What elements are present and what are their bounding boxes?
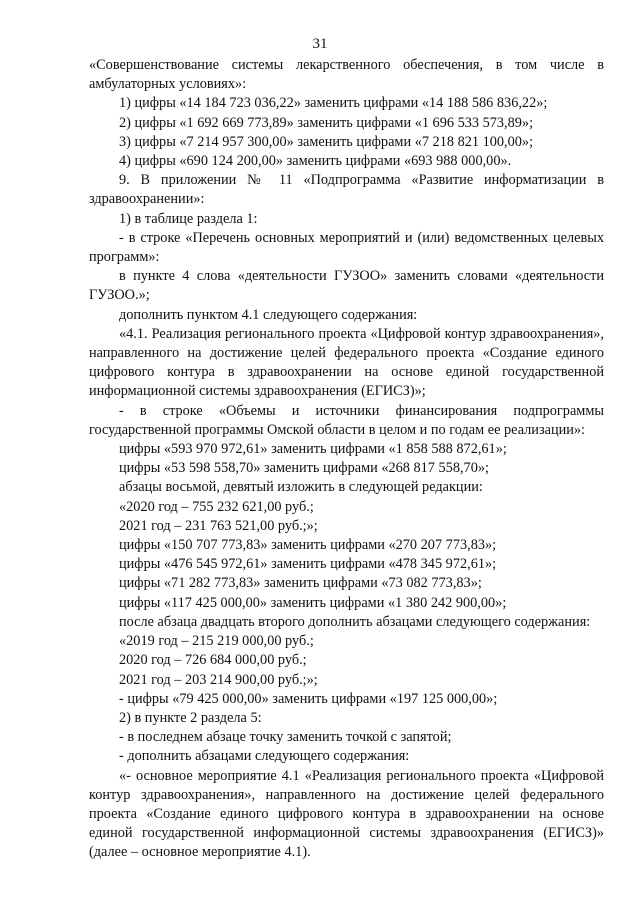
paragraph: - цифры «79 425 000,00» заменить цифрами «197 125 000,00»; <box>119 690 498 707</box>
paragraph: 2021 год – 231 763 521,00 руб.;»; <box>119 517 318 534</box>
paragraph: 2) в пункте 2 раздела 5: <box>119 709 262 726</box>
paragraph: «- основное мероприятие 4.1 «Реализация регионального проекта «Цифровой контур здравоохранения», направленного на достижение целей федерального проекта «Создание единого цифрового контура в здравоохранении на основе единой государственной информационной системы здравоохранения (ЕГИСЗ)» (далее – основное мероприятие 4.1). <box>89 767 604 861</box>
paragraph: после абзаца двадцать второго дополнить абзацами следующего содержания: <box>119 613 591 630</box>
paragraph: «4.1. Реализация регионального проекта «Цифровой контур здравоохранения», направленного на достижение целей федерального проекта «Создание единого цифрового контура в здравоохранении на основе единой государственной информационной системы здравоохранения (ЕГИСЗ)»; <box>89 325 604 400</box>
paragraph: «2020 год – 755 232 621,00 руб.; <box>119 498 314 515</box>
paragraph: абзацы восьмой, девятый изложить в следующей редакции: <box>119 479 483 496</box>
paragraph: - в строке «Объемы и источники финансирования подпрограммы государственной программы Омской области в целом и по годам ее реализации»: <box>89 402 604 438</box>
paragraph: 2021 год – 203 214 900,00 руб.;»; <box>119 671 318 688</box>
paragraph: цифры «71 282 773,83» заменить цифрами «73 082 773,83»; <box>119 575 482 592</box>
paragraph: «Совершенствование системы лекарственного обеспечения, в том числе в амбулаторных условиях»: <box>89 57 604 93</box>
page-number: 31 <box>312 36 328 52</box>
paragraph: 2) цифры «1 692 669 773,89» заменить цифрами «1 696 533 573,89»; <box>119 114 534 131</box>
paragraph: цифры «117 425 000,00» заменить цифрами «1 380 242 900,00»; <box>119 594 507 611</box>
paragraph: дополнить пунктом 4.1 следующего содержания: <box>119 306 418 323</box>
paragraph: 1) цифры «14 184 723 036,22» заменить цифрами «14 188 586 836,22»; <box>119 95 548 112</box>
paragraph: - дополнить абзацами следующего содержания: <box>119 748 410 765</box>
document-body <box>89 56 604 863</box>
paragraph: в пункте 4 слова «деятельности ГУЗОО» заменить словами «деятельности ГУЗОО.»; <box>89 268 604 304</box>
paragraph: «2019 год – 215 219 000,00 руб.; <box>119 633 314 650</box>
paragraph: 2020 год – 726 684 000,00 руб.; <box>119 652 307 669</box>
paragraph: 9. В приложении № 11 «Подпрограмма «Развитие информатизации в здравоохранении»: <box>89 172 604 208</box>
paragraph: цифры «593 970 972,61» заменить цифрами «1 858 588 872,61»; <box>119 441 507 458</box>
paragraph: 3) цифры «7 214 957 300,00» заменить цифрами «7 218 821 100,00»; <box>119 133 534 150</box>
paragraph: цифры «53 598 558,70» заменить цифрами «268 817 558,70»; <box>119 460 489 477</box>
paragraph: - в строке «Перечень основных мероприятий и (или) ведомственных целевых программ»: <box>89 229 604 266</box>
paragraph: - в последнем абзаце точку заменить точкой с запятой; <box>119 729 452 746</box>
paragraph: 4) цифры «690 124 200,00» заменить цифрами «693 988 000,00». <box>119 153 512 170</box>
paragraph: цифры «476 545 972,61» заменить цифрами «478 345 972,61»; <box>119 556 497 573</box>
paragraph: 1) в таблице раздела 1: <box>119 210 258 227</box>
paragraph: цифры «150 707 773,83» заменить цифрами «270 207 773,83»; <box>119 537 497 554</box>
